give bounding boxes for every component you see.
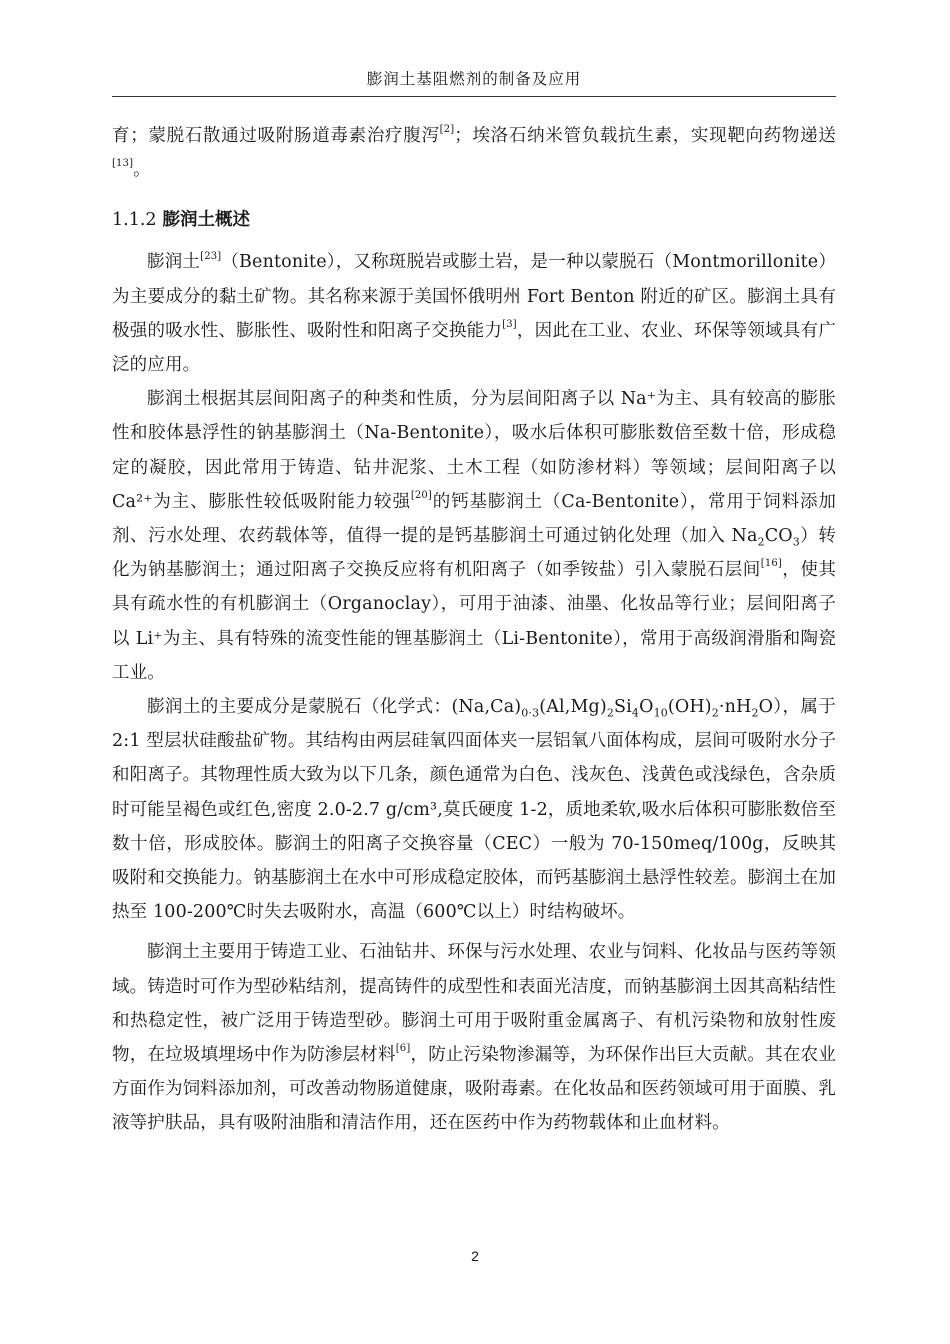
p1-text-3: ，因此在工业、农业、环保等领域具有广泛的应用。 [112, 320, 836, 376]
citation-ref: [20] [410, 490, 432, 501]
intro-paragraph [112, 119, 836, 187]
citation-ref: [13] [112, 158, 134, 170]
subscript: 2 [751, 706, 759, 720]
p3-text-4: O [639, 697, 654, 718]
page-header-title: 膨润土基阻燃剂的制备及应用 [366, 70, 582, 88]
subscript: 2 [757, 535, 765, 549]
intro-text-2: ；埃洛石纳米管负载抗生素，实现靶向药物递送 [454, 126, 836, 146]
section-title: 膨润土概述 [162, 210, 251, 231]
header-divider [112, 96, 836, 97]
p1-text-1: 膨润土 [147, 252, 201, 273]
citation-ref: [2] [439, 124, 455, 136]
paragraph-4 [112, 935, 836, 1140]
subscript: 2 [711, 706, 719, 720]
p3-text-6: ·nH [718, 697, 752, 718]
subscript: 3 [792, 535, 800, 549]
p4-text-2: ，防止污染物渗漏等，为环保作出巨大贡献。其在农业方面作为饲料添加剂，可改善动物肠道健康，吸附毒素。在化妆品和医药领域可用于面膜、乳液等护肤品，具有吸附油脂和清洁作用，还在医药中作为药物载体和止血材料。 [112, 1045, 836, 1134]
citation-ref: [6] [395, 1043, 411, 1055]
p3-text-2: (Al,Mg) [539, 697, 607, 718]
citation-ref: [16] [760, 558, 782, 570]
paragraph-1 [112, 245, 836, 382]
p2-text-5: ，使其具有疏水性的有机膨润土（Organoclay），可用于油漆、油墨、化妆品等行业；层间阳离子以 Li⁺为主、具有特殊的流变性能的锂基膨润土（Li-Bentonite），常用于高级润滑脂和陶瓷工业。 [112, 560, 836, 683]
p3-text-5: (OH) [667, 697, 712, 718]
subscript: 0·3 [521, 706, 540, 720]
paragraph-2 [112, 382, 836, 690]
intro-text-3: 。 [133, 160, 151, 181]
p2-text-3: CO [764, 526, 793, 547]
paragraph-3 [112, 690, 836, 929]
section-heading [112, 203, 836, 237]
subscript: 4 [631, 706, 640, 720]
section-number: 1.1.2 [112, 210, 157, 231]
p3-text-7: O），属于 2:1 型层状硅酸盐矿物。其结构由两层硅氧四面体夹一层铝氧八面体构成，层间可吸附水分子和阳离子。其物理性质大致为以下几条，颜色通常为白色、浅灰色、浅黄色或浅绿色，含杂质时可能呈褐色或红色,密度 2.0-2.7 g/cm³,莫氏硬度 1-2，质地柔软,吸水后体积可膨胀数倍至数十倍，形成胶体。膨润土的阳离子交换容量（CEC）一般为 70-150meq/100g，反映其吸附和交换能力。钠基膨润土在水中可形成稳定胶体，而钙基膨润土悬浮性较差。膨润土在加热至 100-200℃时失去吸附水，高温（600℃以上）时结构破坏。 [112, 697, 836, 923]
p3-text-1: 膨润土的主要成分是蒙脱石（化学式：(Na,Ca) [147, 697, 522, 718]
page-number: 2 [471, 1248, 479, 1264]
p2-text-2: 的钙基膨润土（Ca-Bentonite），常用于饲料添加剂、污水处理、农药载体等，值得一提的是钙基膨润土可通过钠化处理（加入 Na [112, 491, 836, 547]
intro-text-1: 育；蒙脱石散通过吸附肠道毒素治疗腹泻 [112, 126, 440, 146]
citation-ref: [23] [200, 250, 222, 262]
p2-text-1: 膨润土根据其层间阳离子的种类和性质，分为层间阳离子以 Na⁺为主、具有较高的膨胀性和胶体悬浮性的钠基膨润土（Na-Bentonite），吸水后体积可膨胀数倍至数十倍，形成稳定的凝胶，因此常用于铸造、钻井泥浆、土木工程（如防渗材料）等领域；层间阳离子以 Ca²⁺为主、膨胀性较低吸附能力较强 [112, 389, 836, 512]
document-body [112, 119, 836, 1141]
subscript: 10 [653, 706, 668, 720]
p3-text-3: Si [614, 697, 632, 718]
citation-ref: [3] [502, 318, 517, 330]
p2-text-4: ）转化为钠基膨润土；通过阳离子交换反应将有机阳离子（如季铵盐）引入蒙脱石层间 [112, 526, 836, 581]
p4-text-1: 膨润土主要用于铸造工业、石油钻井、环保与污水处理、农业与饲料、化妆品与医药等领域。铸造时可作为型砂粘结剂，提高铸件的成型性和表面光洁度，而钠基膨润土因其高粘结性和热稳定性，被广泛用于铸造型砂。膨润土可用于吸附重金属离子、有机污染物和放射性废物，在垃圾填埋场中作为防渗层材料 [112, 942, 836, 1066]
subscript: 2 [606, 706, 615, 720]
p1-text-2: （Bentonite），又称斑脱岩或膨土岩，是一种以蒙脱石（Montmorillonite）为主要成分的黏土矿物。其名称来源于美国怀俄明州 Fort Benton 附近的矿区。膨润土具有极强的吸水性、膨胀性、吸附性和阳离子交换能力 [112, 252, 836, 341]
